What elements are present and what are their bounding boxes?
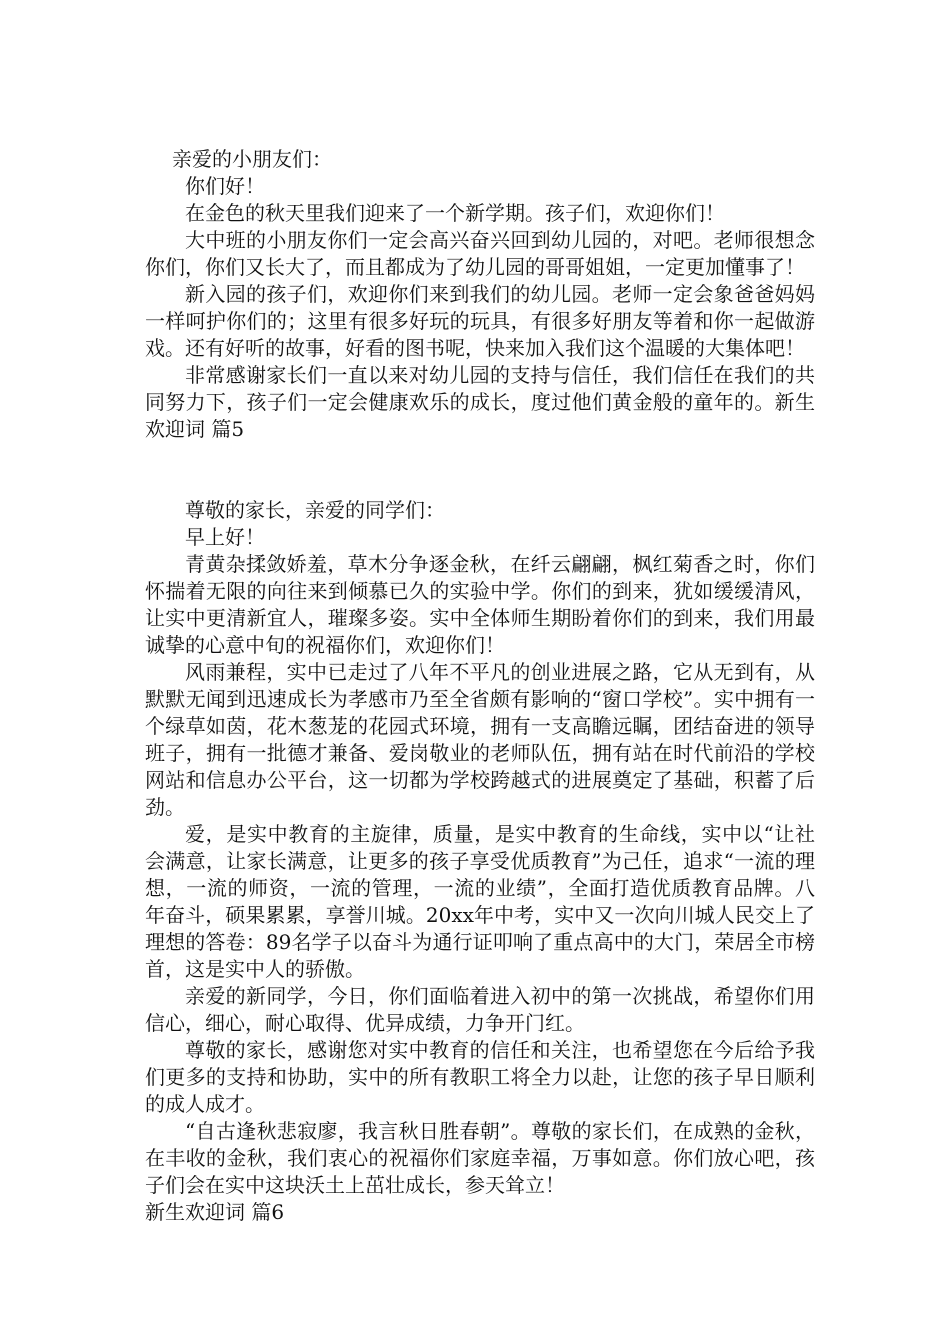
document-page xyxy=(145,146,815,1226)
body-paragraph: 新入园的孩子们，欢迎你们来到我们的幼儿园。老师一定会象爸爸妈妈一样呵护你们的；这里有很多好玩的玩具，有很多好朋友等着和你一起做游戏。还有好听的故事，好看的图书呢，快来加入我们这个温暖的大集体吧！ xyxy=(145,282,815,360)
greeting-paragraph: 亲爱的小朋友们： xyxy=(172,147,332,171)
body-paragraph: 青黄杂揉敛娇羞，草木分争逐金秋，在纤云翩翩，枫红菊香之时，你们怀揣着无限的向往来到倾慕已久的实验中学。你们的到来，犹如缓缓清风，让实中更清新宜人，璀璨多姿。实中全体师生期盼着你们的到来，我们用最诚挚的心意中旬的祝福你们，欢迎你们！ xyxy=(145,552,815,657)
speech-section-6 xyxy=(145,497,815,1226)
speech-section-5 xyxy=(145,146,815,443)
body-paragraph: 亲爱的新同学，今日，你们面临着进入初中的第一次挑战，希望你们用信心，细心，耐心取得、优异成绩，力争开门红。 xyxy=(145,984,815,1035)
body-paragraph: “自古逢秋悲寂廖，我言秋日胜春朝”。尊敬的家长们，在成熟的金秋，在丰收的金秋，我们衷心的祝福你们家庭幸福，万事如意。你们放心吧，孩子们会在实中这块沃土上茁壮成长，参天耸立！ xyxy=(145,1119,815,1197)
body-paragraph: 尊敬的家长，感谢您对实中教育的信任和关注，也希望您在今后给予我们更多的支持和协助，实中的所有教职工将全力以赴，让您的孩子早日顺利的成人成才。 xyxy=(145,1038,815,1116)
greeting-paragraph: 尊敬的家长，亲爱的同学们： xyxy=(185,498,445,522)
hello-paragraph: 你们好！ xyxy=(185,174,265,198)
body-paragraph: 爱，是实中教育的主旋律，质量，是实中教育的生命线，实中以“让社会满意，让家长满意，让更多的孩子享受优质教育”为己任，追求“一流的理想，一流的师资，一流的管理，一流的业绩”，全面打造优质教育品牌。八年奋斗，硕果累累，享誉川城。20xx年中考，实中又一次向川城人民交上了理想的答卷：89名学子以奋斗为通行证叩响了重点高中的大门，荣居全市榜首，这是实中人的骄傲。 xyxy=(145,822,815,981)
body-paragraph: 非常感谢家长们一直以来对幼儿园的支持与信任，我们信任在我们的共同努力下，孩子们一定会健康欢乐的成长，度过他们黄金般的童年的。新生欢迎词 篇5 xyxy=(145,363,815,441)
hello-paragraph: 早上好！ xyxy=(185,525,265,549)
body-paragraph: 风雨兼程，实中已走过了八年不平凡的创业进展之路，它从无到有，从默默无闻到迅速成长为孝感市乃至全省颇有影响的“窗口学校”。实中拥有一个绿草如茵，花木葱茏的花园式环境，拥有一支高瞻远瞩，团结奋进的领导班子，拥有一批德才兼备、爱岗敬业的老师队伍，拥有站在时代前沿的学校网站和信息办公平台，这一切都为学校跨越式的进展奠定了基础，积蓄了后劲。 xyxy=(145,660,815,819)
section-spacer xyxy=(145,443,815,497)
body-paragraph: 在金色的秋天里我们迎来了一个新学期。孩子们，欢迎你们！ xyxy=(185,201,725,225)
body-paragraph: 大中班的小朋友你们一定会高兴奋兴回到幼儿园的，对吧。老师很想念你们，你们又长大了，而且都成为了幼儿园的哥哥姐姐，一定更加懂事了！ xyxy=(145,228,815,279)
section-heading: 新生欢迎词 篇6 xyxy=(145,1200,285,1224)
